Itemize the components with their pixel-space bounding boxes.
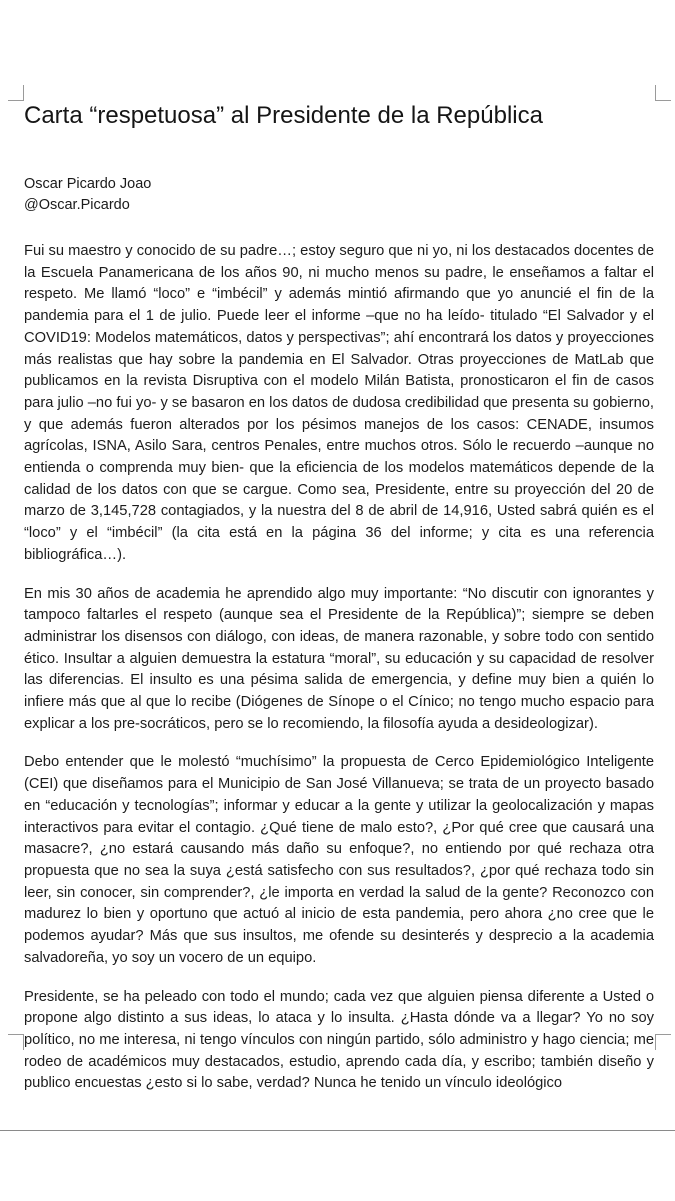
- page-content-area: [24, 98, 654, 1092]
- page-footer-area: [0, 1130, 675, 1201]
- author-handle: @Oscar.Picardo: [24, 197, 130, 213]
- page-corner-mark: [655, 1034, 671, 1050]
- page-corner-mark: [8, 1034, 24, 1050]
- paragraph: Debo entender que le molestó “muchísimo” la propuesta de Cerco Epidemiológico Inteligente (CEI) que diseñamos para el Municipio de San José Villanueva; se trata de un proyecto basado en “educación y tecnologías”; informar y educar a la gente y utilizar la geolocalización y mapas interactivos para evitar el contagio. ¿Qué tiene de malo esto?, ¿Por qué cree que causará una masacre?, ¿no estará causando más daño su enfoque?, no entiendo por qué rechaza otra propuesta que no sea la suya ¿está satisfecho con sus resultados?, ¿por qué rechaza todo sin leer, sin conocer, sin comprender?, ¿le importa en verdad la salud de la gente? Reconozco con madurez lo bien y oportuno que actuó al inicio de esta pandemia, pero ahora ¿no cree que le podemos ayudar? Más que sus insultos, me ofende su desinterés y desprecio a la academia salvadoreña, yo soy un vocero de un equipo.: [24, 754, 654, 966]
- paragraph: Presidente, se ha peleado con todo el mundo; cada vez que alguien piensa diferente a Usted o propone algo distinto a sus ideas, lo ataca y lo insulta. ¿Hasta dónde va a llegar? Yo no soy político, no me interesa, ni tengo vínculos con ningún partido, sólo administro y hago ciencia; me rodeo de académicos muy destacados, estudio, aprendo cada día, y escribo; también diseño y publico encuestas ¿esto si lo sabe, verdad? Nunca he tenido un vínculo ideológico: [24, 988, 654, 1092]
- page-corner-mark: [655, 85, 671, 101]
- page-corner-mark: [8, 85, 24, 101]
- document-title: Carta “respetuosa” al Presidente de la República: [24, 102, 543, 129]
- paragraph: Fui su maestro y conocido de su padre…; estoy seguro que ni yo, ni los destacados docentes de la Escuela Panamericana de los años 90, ni mucho menos su padre, le enseñamos a faltar el respeto. Me llamó “loco” e “imbécil” y además mintió afirmando que yo anuncié el fin de la pandemia para el 1 de julio. Puede leer el informe –que no ha leído- titulado “El Salvador y el COVID19: Modelos matemáticos, datos y perspectivas”; ahí encontrará los datos y proyecciones más realistas que hay sobre la pandemia en El Salvador. Otras proyecciones de MatLab que publicamos en la revista Disruptiva con el modelo Milán Batista, pronosticaron el fin de casos para julio –no fui yo- y se basaron en los datos de dudosa credibilidad que presenta su gobierno, y que además fueron alterados por los pésimos manejos de los casos: CENADE, insumos agrícolas, ISNA, Asilo Sara, centros Penales, entre muchos otros. Sólo le recuerdo –aunque no entienda o comprenda muy bien- que la eficiencia de los modelos matemáticos depende de la calidad de los datos con que se cargue. Como sea, Presidente, entre su proyección del 20 de marzo de 3,145,728 contagiados, y la nuestra del 8 de abril de 14,916, Usted sabrá quién es el “loco” y el “imbécil” (la cita está en la página 36 del informe; y cita es una referencia bibliográfica…).: [24, 243, 654, 563]
- author-name: Oscar Picardo Joao: [24, 176, 152, 192]
- letter-body: [24, 241, 654, 1095]
- paragraph: En mis 30 años de academia he aprendido algo muy importante: “No discutir con ignorantes y tampoco faltarles el respeto (aunque sea el Presidente de la República)”; siempre se deben administrar los disensos con diálogo, con ideas, de manera razonable, y sobre todo con sentido ético. Insultar a alguien demuestra la estatura “moral”, su educación y su capacidad de resolver las diferencias. El insulto es una pésima salida de emergencia, y define muy bien a quién lo infiere más que al que lo recibe (Diógenes de Sínope o el Cínico; no tengo mucho espacio para explicar a los pre-socráticos, pero se lo recomiendo, la filosofía ayuda a desideologizar).: [24, 585, 654, 732]
- author-block: [24, 174, 654, 216]
